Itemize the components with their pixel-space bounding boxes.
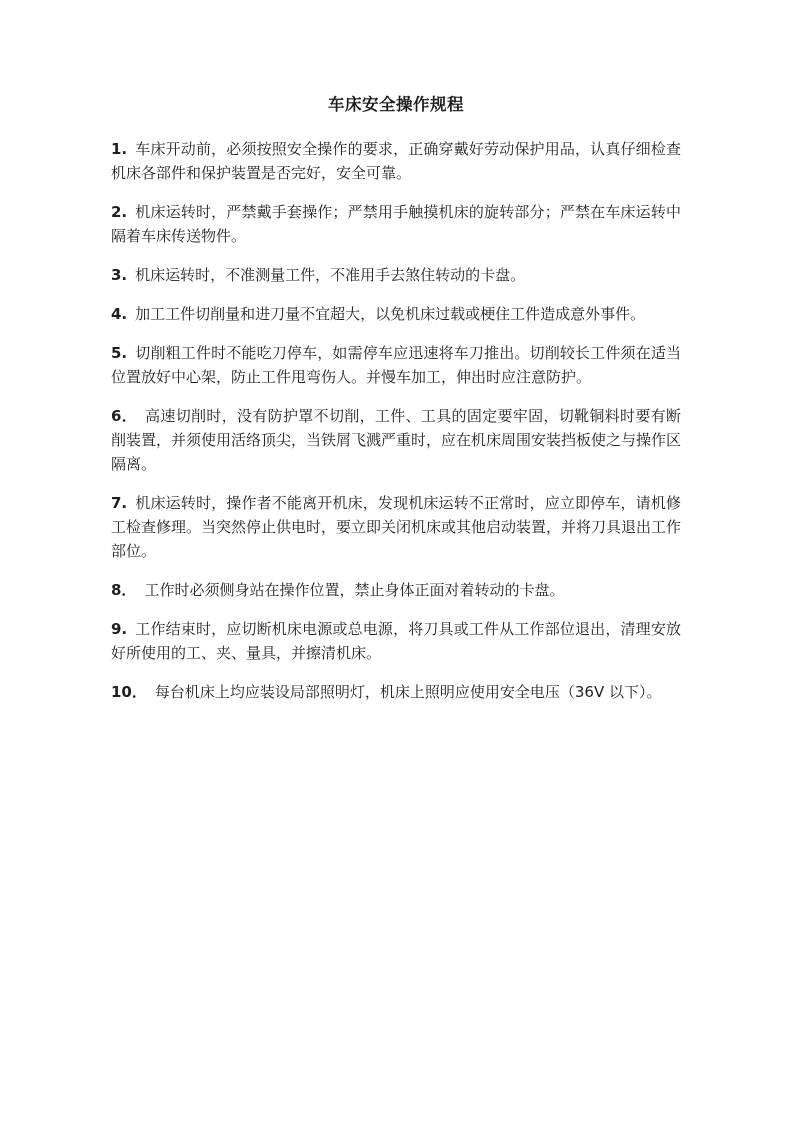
rule-number-4: 4. [111,305,128,323]
rule-text-6: 高速切削时，没有防护罩不切削，工件、工具的固定要牢固，切靴铜料时要有断削装置，并须使用活络顶尖，当铁屑飞溅严重时，应在机床周围安装挡板使之与操作区隔离。 [111,407,682,473]
rule-number-9: 9. [111,620,128,638]
rule-number-1: 1. [111,140,128,158]
rule-paragraph-5 [111,341,681,389]
rule-number-5: 5. [111,344,128,362]
rule-paragraph-1 [111,137,681,185]
rule-paragraph-8 [111,578,681,602]
rule-number-6: 6． [111,407,138,425]
rule-paragraph-7 [111,491,681,563]
rule-paragraph-9 [111,617,681,665]
document-title: 车床安全操作规程 [328,95,464,114]
rule-text-8: 工作时必须侧身站在操作位置，禁止身体正面对着转动的卡盘。 [144,581,565,599]
rule-text-4: 加工工件切削量和进刀量不宜超大，以免机床过载或梗住工件造成意外事件。 [135,305,646,323]
rule-text-3: 机床运转时，不准测量工件，不准用手去煞住转动的卡盘。 [135,266,526,284]
rule-number-7: 7. [111,494,128,512]
rule-number-3: 3. [111,266,128,284]
rule-text-5: 切削粗工件时不能吃刀停车，如需停车应迅速将车刀推出。切削较长工件须在适当位置放好中心架，防止工件甩弯伤人。并慢车加工，伸出时应注意防护。 [111,344,681,386]
rule-paragraph-3 [111,263,681,287]
rule-text-1: 车床开动前，必须按照安全操作的要求，正确穿戴好劳动保护用品，认真仔细检查机床各部件和保护装置是否完好，安全可靠。 [111,140,681,182]
rule-paragraph-4 [111,302,681,326]
rule-paragraph-10 [111,680,681,704]
rule-text-2: 机床运转时，严禁戴手套操作；严禁用手触摸机床的旋转部分；严禁在车床运转中隔着车床传送物件。 [111,203,681,245]
rule-number-8: 8． [111,581,137,599]
rule-paragraph-6 [111,404,681,476]
rule-text-7: 机床运转时，操作者不能离开机床，发现机床运转不正常时，应立即停车，请机修工检查修理。当突然停止供电时，要立即关闭机床或其他启动装置，并将刀具退出工作部位。 [111,494,682,560]
rule-text-9: 工作结束时，应切断机床电源或总电源，将刀具或工件从工作部位退出，清理安放好所使用的工、夹、量具，并擦清机床。 [111,620,681,662]
rule-number-2: 2. [111,203,128,221]
rule-text-10: 每台机床上均应装设局部照明灯，机床上照明应使用安全电压（36V 以下）。 [154,683,662,701]
rule-paragraph-2 [111,200,681,248]
rule-number-10: 10． [111,683,147,701]
